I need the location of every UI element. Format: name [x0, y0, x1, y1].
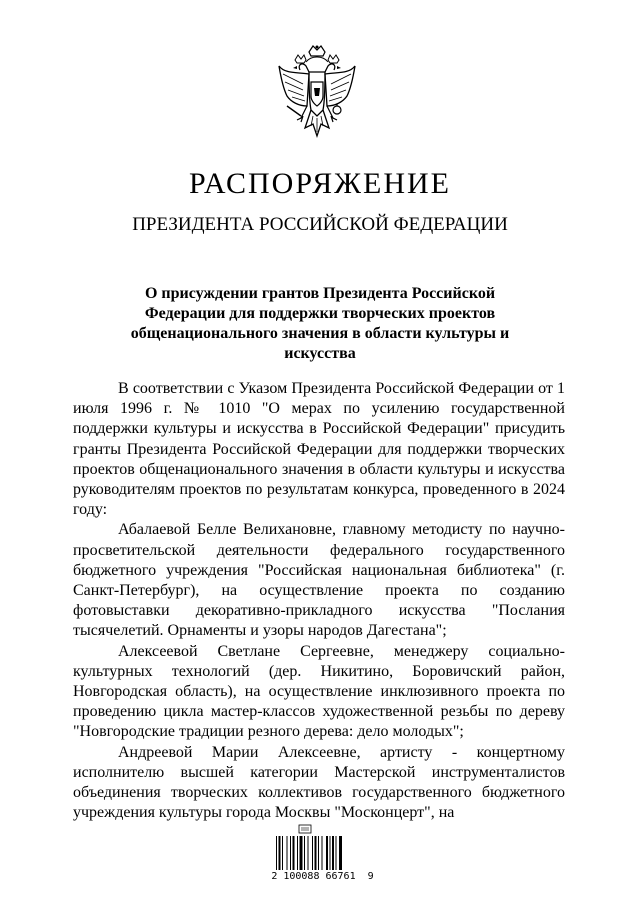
body-paragraph: Алексеевой Светлане Сергеевне, менеджеру социально-культурных технологий (дер. Никитино, Боровичский район, Новгородская область), на осуществление инклюзивного проекта по проведению цикла мастер-классов художественной резьбы по дереву "Новгородские традиции резного дерева: дело молодых"; [73, 642, 565, 741]
barcode-stamp-icon [298, 824, 312, 834]
barcode [270, 824, 375, 884]
body-paragraph: Абалаевой Белле Велихановне, главному методисту по научно-просветительской деятельности федерального государственного бюджетного учреждения "Российская национальная библиотека" (г. Санкт-Петербург), на осуществление проекта по созданию фотовыставки декоративно-прикладного искусства "Послания тысячелетий. Орнаменты и узоры народов Дагестана"; [73, 521, 565, 640]
barcode-bar [330, 836, 331, 870]
body-paragraph: В соответствии с Указом Президента Российской Федерации от 1 июля 1996 г. № 1010 "О мерах по усилению государственной поддержки культуры и искусства в Российской Федерации" присудить гранты Президента Российской Федерации для поддержки творческих проектов общенационального значения в области культуры и искусства руководителям проектов по результатам конкурса, проведенного в 2024 году: [73, 380, 565, 519]
barcode-bar [318, 836, 319, 870]
document-heading [120, 284, 520, 364]
barcode-bar [315, 836, 317, 870]
barcode-number: 2 100088 66761 9 [271, 871, 374, 882]
document-subtitle: ПРЕЗИДЕНТА РОССИЙСКОЙ ФЕДЕРАЦИИ [132, 214, 508, 235]
barcode-bar [332, 836, 334, 870]
coat-of-arms-emblem [273, 44, 361, 144]
barcode-bar [293, 836, 295, 870]
barcode-bar [300, 836, 303, 870]
body-paragraph: Андреевой Марии Алексеевне, артисту - концертному исполнителю высшей категории Мастерской инструменталистов объединения творческих коллективов государственного бюджетного учреждения культуры города Москвы "Москонцерт", на [73, 743, 565, 822]
heading-line: Федерации для поддержки творческих проектов [144, 305, 496, 322]
barcode-bars [276, 836, 366, 870]
barcode-bar [322, 836, 323, 870]
heading-line: общенационального значения в области культуры и [130, 325, 510, 342]
heading-line: искусства [284, 345, 356, 362]
barcode-bar [312, 836, 313, 870]
barcode-bar [336, 836, 337, 870]
heading-line: О присуждении грантов Президента Российской [144, 285, 496, 302]
barcode-bar [339, 836, 342, 870]
document-body [73, 379, 565, 823]
document-title: РАСПОРЯЖЕНИЕ [188, 167, 452, 200]
barcode-bar [326, 836, 328, 870]
barcode-bar [297, 836, 298, 870]
barcode-bar [287, 836, 288, 870]
barcode-bar [279, 836, 281, 870]
barcode-bar [282, 836, 283, 870]
barcode-bar [308, 836, 309, 870]
barcode-bar [290, 836, 291, 870]
barcode-bar [304, 836, 305, 870]
barcode-bar [276, 836, 277, 870]
